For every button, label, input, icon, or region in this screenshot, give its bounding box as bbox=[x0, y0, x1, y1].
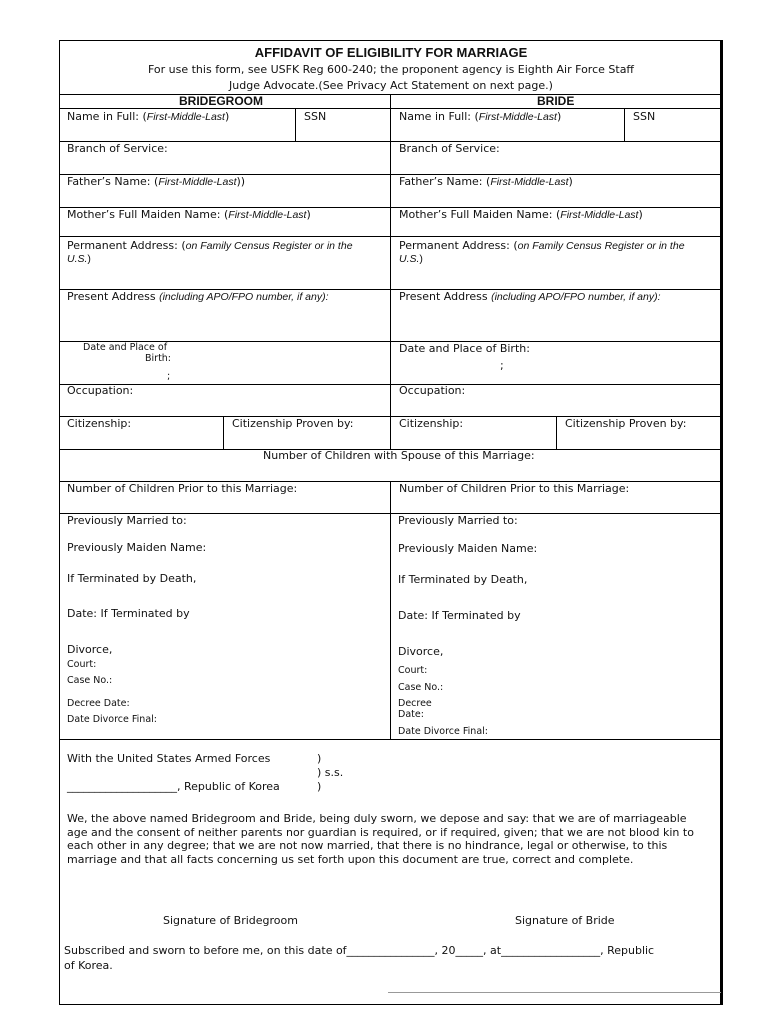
groom-prev-married-field[interactable]: Previously Married to: bbox=[67, 514, 187, 527]
ssn-divider bbox=[295, 108, 296, 141]
rule bbox=[60, 739, 722, 740]
bride-present-address-field[interactable]: Present Address (including APO/FPO number, if any): bbox=[399, 290, 661, 303]
venue-paren-3: ) bbox=[317, 780, 322, 793]
sworn-statement[interactable]: Subscribed and sworn to before me, on this date of________________, 20_____, at__________________, Republic bbox=[64, 944, 655, 957]
bride-ssn-field[interactable]: SSN bbox=[633, 110, 656, 123]
bride-case-no-field[interactable]: Case No.: bbox=[398, 682, 444, 693]
bride-children-prior-field[interactable]: Number of Children Prior to this Marriage: bbox=[399, 482, 630, 495]
bride-divorce-label: Divorce, bbox=[398, 645, 444, 658]
bride-divorce-final-field[interactable]: Date Divorce Final: bbox=[398, 726, 488, 737]
oath-paragraph: We, the above named Bridegroom and Bride, being duly sworn, we depose and say: that we are of marriageable age and the consent of neither parents nor guardian is required, or if required, given; that we are not blood kin to each other in any degree; that we are not now married, that there is no hindrance, legal or otherwise, to this marriage and that all facts concerning us set forth upon this document are true, correct and complete. bbox=[67, 812, 694, 866]
venue-ss: ) s.s. bbox=[317, 766, 344, 779]
groom-permanent-address-field[interactable]: Permanent Address: (on Family Census Register or in the bbox=[67, 239, 353, 252]
bride-father-field[interactable]: Father’s Name: (First-Middle-Last) bbox=[399, 175, 573, 188]
groom-branch-field[interactable]: Branch of Service: bbox=[67, 142, 168, 155]
groom-name-field[interactable]: Name in Full: (First-Middle-Last) bbox=[67, 110, 230, 123]
groom-father-field[interactable]: Father’s Name: (First-Middle-Last)) bbox=[67, 175, 246, 188]
groom-occupation-field[interactable]: Occupation: bbox=[67, 384, 134, 397]
bride-name-field[interactable]: Name in Full: (First-Middle-Last) bbox=[399, 110, 562, 123]
groom-court-field[interactable]: Court: bbox=[67, 659, 97, 670]
column-divider bbox=[390, 94, 391, 449]
bride-birth-separator: ; bbox=[500, 359, 504, 372]
bride-occupation-field[interactable]: Occupation: bbox=[399, 384, 466, 397]
bride-header: BRIDE bbox=[537, 94, 575, 108]
groom-term-death-field[interactable]: If Terminated by Death, bbox=[67, 572, 197, 585]
form-subtitle-line1: For use this form, see USFK Reg 600-240; the proponent agency is Eighth Air Force Staff bbox=[147, 63, 635, 76]
bride-prev-maiden-field[interactable]: Previously Maiden Name: bbox=[398, 542, 538, 555]
groom-citizenship-proven-field[interactable]: Citizenship Proven by: bbox=[232, 417, 354, 430]
ssn-divider bbox=[624, 108, 625, 141]
groom-mother-field[interactable]: Mother’s Full Maiden Name: (First-Middle-Last) bbox=[67, 208, 311, 221]
groom-ssn-field[interactable]: SSN bbox=[304, 110, 327, 123]
sworn-statement-line-2: of Korea. bbox=[64, 959, 113, 972]
groom-case-no-field[interactable]: Case No.: bbox=[67, 675, 113, 686]
bride-signature[interactable]: Signature of Bride bbox=[515, 914, 615, 927]
rule bbox=[60, 384, 722, 385]
bride-prev-married-field[interactable]: Previously Married to: bbox=[398, 514, 518, 527]
groom-decree-date-field[interactable]: Decree Date: bbox=[67, 698, 130, 709]
bride-birth-field[interactable]: Date and Place of Birth: bbox=[399, 342, 530, 355]
form-title: AFFIDAVIT OF ELIGIBILITY FOR MARRIAGE bbox=[254, 45, 528, 60]
groom-present-address-field[interactable]: Present Address (including APO/FPO number, if any): bbox=[67, 290, 329, 303]
bride-branch-field[interactable]: Branch of Service: bbox=[399, 142, 500, 155]
children-with-spouse-field[interactable]: Number of Children with Spouse of this Marriage: bbox=[263, 449, 535, 462]
bridegroom-header: BRIDEGROOM bbox=[179, 94, 263, 108]
notary-signature-line bbox=[388, 992, 721, 993]
bride-mother-field[interactable]: Mother’s Full Maiden Name: (First-Middle-Last) bbox=[399, 208, 643, 221]
rule bbox=[60, 236, 722, 237]
bride-permanent-address-hint: U.S.) bbox=[399, 253, 423, 265]
groom-divorce-label: Divorce, bbox=[67, 643, 113, 656]
groom-children-prior-field[interactable]: Number of Children Prior to this Marriage: bbox=[67, 482, 298, 495]
bride-term-death-field[interactable]: If Terminated by Death, bbox=[398, 573, 528, 586]
rule bbox=[60, 94, 722, 95]
groom-birth-separator: ; bbox=[167, 371, 171, 382]
groom-birth-label: Date and Place of bbox=[83, 342, 168, 353]
citizenship-divider bbox=[223, 416, 224, 449]
venue-line-1: With the United States Armed Forces bbox=[67, 752, 271, 765]
groom-birth-label-2[interactable]: Birth: bbox=[145, 353, 172, 364]
bride-permanent-address-field[interactable]: Permanent Address: (on Family Census Register or in the bbox=[399, 239, 685, 252]
bride-decree-date-field[interactable]: Date: bbox=[398, 709, 424, 720]
groom-date-term-field[interactable]: Date: If Terminated by bbox=[67, 607, 190, 620]
venue-paren-1: ) bbox=[317, 752, 322, 765]
form-subtitle-line2: Judge Advocate.(See Privacy Act Statement on next page.) bbox=[229, 79, 553, 92]
bridegroom-signature[interactable]: Signature of Bridegroom bbox=[163, 914, 298, 927]
groom-divorce-final-field[interactable]: Date Divorce Final: bbox=[67, 714, 157, 725]
citizenship-divider bbox=[556, 416, 557, 449]
bride-citizenship-field[interactable]: Citizenship: bbox=[399, 417, 464, 430]
bride-citizenship-proven-field[interactable]: Citizenship Proven by: bbox=[565, 417, 687, 430]
bride-date-term-field[interactable]: Date: If Terminated by bbox=[398, 609, 521, 622]
column-divider bbox=[390, 481, 391, 739]
bride-court-field[interactable]: Court: bbox=[398, 665, 428, 676]
groom-citizenship-field[interactable]: Citizenship: bbox=[67, 417, 132, 430]
groom-prev-maiden-field[interactable]: Previously Maiden Name: bbox=[67, 541, 207, 554]
rule bbox=[60, 108, 722, 109]
groom-permanent-address-hint: U.S.) bbox=[67, 253, 91, 265]
venue-line-2[interactable]: ____________________, Republic of Korea bbox=[67, 780, 280, 793]
bride-decree-label: Decree bbox=[398, 698, 432, 709]
